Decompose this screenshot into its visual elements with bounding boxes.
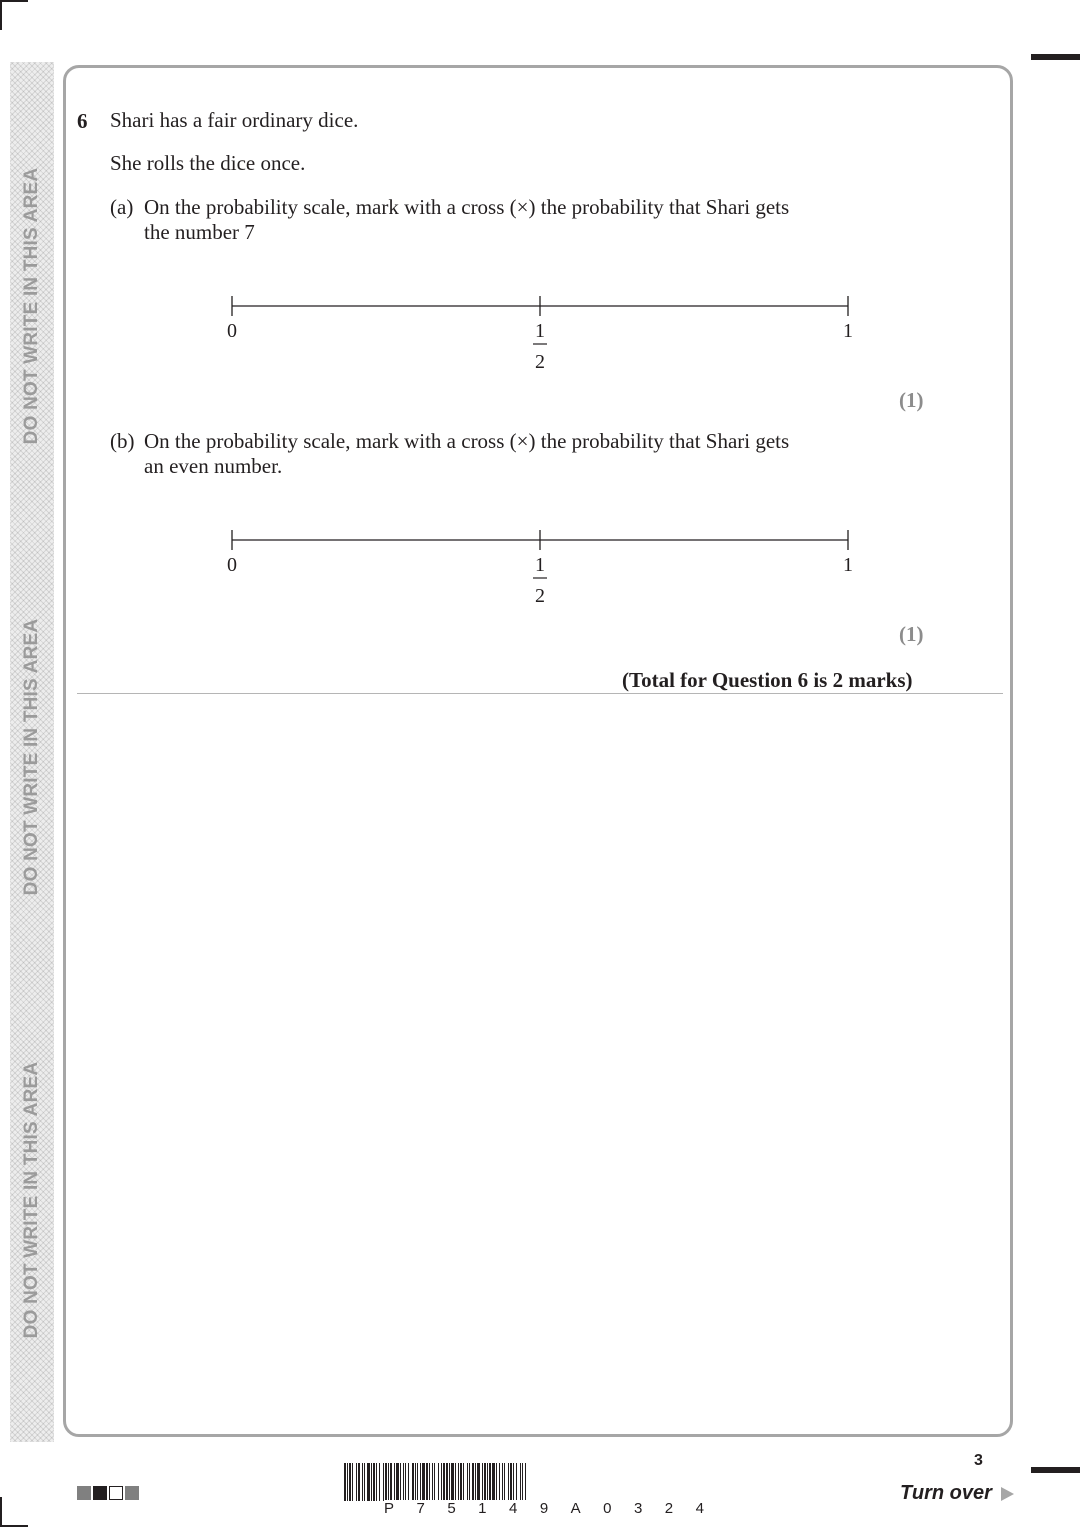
barcode-bar: [477, 1463, 480, 1501]
part-a-text-line-2: the number 7: [144, 220, 255, 244]
barcode-char: A: [570, 1500, 581, 1517]
barcode-bar: [417, 1463, 418, 1501]
barcode-bar: [446, 1463, 448, 1501]
barcode-bar: [496, 1463, 497, 1501]
edge-mark-bottom-right: [1031, 1467, 1080, 1473]
part-a-marks: (1): [899, 388, 924, 412]
edge-mark-top-right: [1031, 54, 1080, 60]
square-3: [109, 1486, 123, 1500]
barcode-char: 7: [416, 1500, 425, 1517]
barcode-bar: [376, 1463, 377, 1501]
probability-scale-b[interactable]: [220, 526, 860, 606]
barcode-bar: [482, 1463, 483, 1501]
question-intro-2: She rolls the dice once.: [110, 151, 306, 175]
barcode-char: P: [384, 1500, 395, 1517]
barcode-bar: [403, 1463, 404, 1501]
barcode-bar: [383, 1463, 384, 1501]
scale-b-label-half-denominator: 2: [535, 585, 545, 606]
part-b-marks: (1): [899, 622, 924, 646]
barcode-bar: [441, 1463, 442, 1501]
barcode-char: 4: [508, 1500, 518, 1517]
barcode-bar: [489, 1463, 491, 1501]
scale-a-label-half-numerator: 1: [535, 320, 545, 342]
scale-a-label-1: 1: [843, 320, 853, 342]
barcode-bar: [426, 1463, 428, 1501]
barcode-bar: [362, 1463, 363, 1501]
barcode-bar: [356, 1463, 357, 1501]
barcode-bar: [358, 1463, 360, 1501]
scale-b-label-half-numerator: 1: [535, 554, 545, 576]
barcode-bar: [388, 1463, 389, 1501]
square-1: [77, 1486, 91, 1500]
scale-b-label-0: 0: [227, 554, 237, 576]
barcode-bar: [385, 1463, 387, 1501]
barcode-char: 5: [447, 1500, 456, 1517]
barcode-bar: [451, 1463, 454, 1501]
turn-over-label: Turn over: [900, 1482, 992, 1504]
question-total: (Total for Question 6 is 2 marks): [622, 668, 913, 692]
barcode-bar: [513, 1463, 514, 1501]
barcode-bar: [484, 1463, 486, 1501]
do-not-write-label-bottom: DO NOT WRITE IN THIS AREA: [21, 1061, 42, 1339]
barcode-bar: [475, 1463, 476, 1501]
crop-mark-bottom-left-v: [0, 1497, 2, 1527]
barcode-bar: [492, 1463, 495, 1501]
barcode-bar: [379, 1463, 380, 1501]
part-a-text-line-1: On the probability scale, mark with a cross (×) the probability that Shari gets: [144, 195, 790, 219]
barcode-bar: [455, 1463, 456, 1501]
do-not-write-label-middle: DO NOT WRITE IN THIS AREA: [21, 618, 42, 896]
barcode-char: 1: [478, 1500, 487, 1517]
question-number: 6: [77, 109, 88, 133]
barcode-bar: [438, 1463, 439, 1501]
barcode-bar: [463, 1463, 464, 1501]
registration-squares: [77, 1486, 139, 1500]
barcode-bar: [352, 1463, 353, 1501]
part-b-label: (b): [110, 429, 135, 453]
barcode-bar: [502, 1463, 503, 1501]
barcode-bar: [460, 1463, 462, 1501]
barcode-bar: [469, 1463, 470, 1501]
barcode-bar: [458, 1463, 459, 1501]
barcode-bar: [499, 1463, 500, 1501]
barcode-bar: [504, 1463, 505, 1501]
do-not-write-label-top: DO NOT WRITE IN THIS AREA: [21, 167, 42, 445]
barcode-bar: [508, 1463, 509, 1501]
barcode-bar: [412, 1463, 414, 1501]
barcode-bar: [367, 1463, 370, 1501]
barcode-bar: [347, 1463, 348, 1501]
barcode-char: 0: [603, 1500, 612, 1517]
part-a-label: (a): [110, 195, 134, 219]
scale-a-label-0: 0: [227, 320, 237, 342]
barcode-char: 3: [633, 1500, 643, 1517]
barcode-bar: [415, 1463, 416, 1501]
page-number: 3: [974, 1452, 983, 1469]
barcode-bar: [371, 1463, 372, 1501]
barcode-bar: [449, 1463, 450, 1501]
barcode-bar: [525, 1463, 526, 1501]
scale-b-label-1: 1: [843, 554, 853, 576]
barcode-bar: [349, 1463, 351, 1501]
barcode-bar: [520, 1463, 521, 1501]
barcode-bar: [522, 1463, 523, 1501]
barcode-bar: [422, 1463, 425, 1501]
barcode-bar: [344, 1463, 346, 1501]
question-intro-1: Shari has a fair ordinary dice.: [110, 108, 359, 132]
barcode-bar: [467, 1463, 468, 1501]
turn-over-arrow-icon: [1001, 1487, 1014, 1501]
barcode-bar: [516, 1463, 517, 1501]
answer-frame: [63, 65, 1013, 1437]
barcode-bar: [396, 1463, 399, 1501]
square-4: [125, 1486, 139, 1500]
crop-mark-top-left-v: [0, 0, 2, 30]
question-end-rule: [77, 693, 1003, 694]
barcode-char: 4: [695, 1500, 704, 1517]
barcode-bar: [510, 1463, 512, 1501]
barcode-bar: [390, 1463, 392, 1501]
part-b-text-line-1: On the probability scale, mark with a cross (×) the probability that Shari gets: [144, 429, 790, 453]
barcode-text: [384, 1500, 704, 1517]
scale-a-label-half-denominator: 2: [535, 351, 545, 372]
square-2: [93, 1486, 107, 1500]
barcode-bar: [394, 1463, 395, 1501]
part-b-text-line-2: an even number.: [144, 454, 283, 478]
barcode-bar: [373, 1463, 375, 1501]
barcode-bar: [364, 1463, 365, 1501]
barcode-bar: [443, 1463, 445, 1501]
barcode-bar: [400, 1463, 401, 1501]
barcode-bar: [429, 1463, 430, 1501]
barcode-bar: [408, 1463, 409, 1501]
barcode-bar: [432, 1463, 433, 1501]
barcode-bar: [434, 1463, 435, 1501]
barcode-char: 9: [539, 1500, 549, 1517]
barcode-char: 2: [664, 1500, 674, 1517]
probability-scale-a[interactable]: [220, 292, 860, 372]
barcode-bar: [405, 1463, 406, 1501]
barcode-bar: [420, 1463, 421, 1501]
barcode-bar: [472, 1463, 474, 1501]
barcode-bar: [487, 1463, 488, 1501]
crop-mark-top-left-h: [0, 0, 28, 2]
